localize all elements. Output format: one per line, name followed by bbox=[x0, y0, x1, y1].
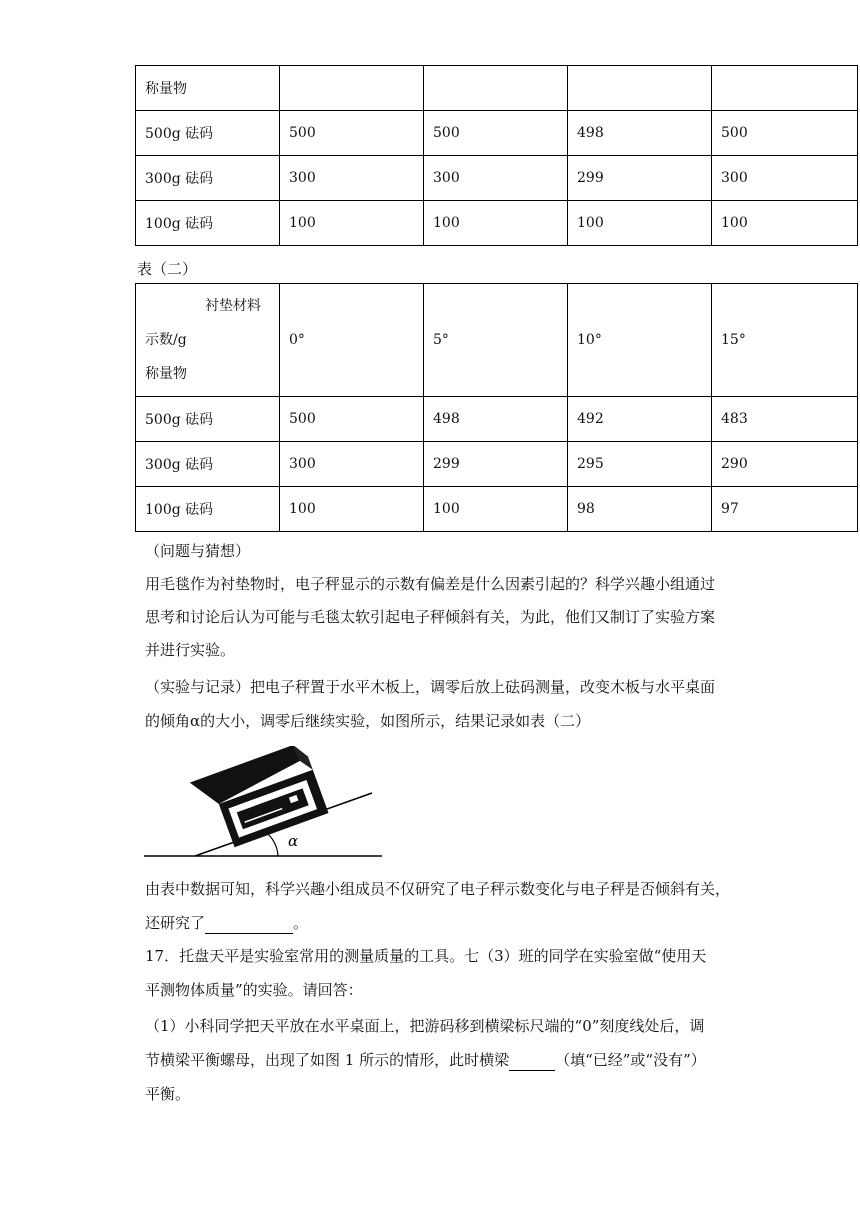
table-cell: 100 bbox=[568, 201, 712, 246]
table-cell: 100 bbox=[424, 487, 568, 532]
table-cell: 483 bbox=[712, 397, 858, 442]
row-label: 100g 砝码 bbox=[136, 487, 280, 532]
table-cell: 100 bbox=[280, 201, 424, 246]
table-cell: 500 bbox=[424, 111, 568, 156]
section-question-heading: （问题与猜想） bbox=[145, 542, 251, 560]
paragraph-line: 思考和讨论后认为可能与毛毯太软引起电子秤倾斜有关，为此，他们又制订了实验方案 bbox=[145, 608, 716, 626]
table-two-caption: 表（二） bbox=[137, 260, 198, 278]
header-line-object: 称量物 bbox=[145, 366, 187, 382]
table-row bbox=[136, 111, 858, 156]
row-label: 300g 砝码 bbox=[136, 156, 280, 201]
table-two bbox=[135, 283, 858, 532]
text-fragment: 。 bbox=[293, 914, 309, 932]
table-cell: 498 bbox=[424, 397, 568, 442]
paragraph-line: 用毛毯作为衬垫物时，电子秤显示的示数有偏差是什么因素引起的？科学兴趣小组通过 bbox=[145, 575, 716, 593]
table-cell: 100 bbox=[280, 487, 424, 532]
table-cell: 98 bbox=[568, 487, 712, 532]
table-row bbox=[136, 397, 858, 442]
inclined-scale-figure bbox=[140, 746, 390, 861]
row-label: 100g 砝码 bbox=[136, 201, 280, 246]
column-header: 10° bbox=[568, 284, 712, 397]
header-line-material: 衬垫材料 bbox=[205, 298, 261, 314]
table-row bbox=[136, 201, 858, 246]
answer-blank[interactable] bbox=[509, 1050, 555, 1071]
table-one bbox=[135, 65, 858, 246]
question-17-line: 17．托盘天平是实验室常用的测量质量的工具。七（3）班的同学在实验室做“使用天 bbox=[145, 947, 707, 965]
table-header-row bbox=[136, 284, 858, 397]
row-label: 500g 砝码 bbox=[136, 111, 280, 156]
question-17-line: 平测物体质量”的实验。请回答： bbox=[145, 981, 363, 999]
table-cell: 300 bbox=[280, 442, 424, 487]
table-cell: 500 bbox=[712, 111, 858, 156]
paragraph-line: 由表中数据可知，科学兴趣小组成员不仅研究了电子秤示数变化与电子秤是否倾斜有关， bbox=[145, 880, 731, 898]
table-row bbox=[136, 487, 858, 532]
table-cell: 300 bbox=[712, 156, 858, 201]
table-cell: 500 bbox=[280, 111, 424, 156]
question-17-part1-line: （1）小科同学把天平放在水平桌面上，把游码移到横梁标尺端的“0”刻度线处后，调 bbox=[145, 1017, 705, 1035]
table-cell: 299 bbox=[424, 442, 568, 487]
table-cell: 299 bbox=[568, 156, 712, 201]
paragraph-line: 的倾角α的大小，调零后继续实验，如图所示，结果记录如表（二） bbox=[145, 712, 591, 730]
question-17-part1-line: 平衡。 bbox=[145, 1085, 191, 1103]
table-cell: 300 bbox=[424, 156, 568, 201]
column-header: 0° bbox=[280, 284, 424, 397]
table-cell: 100 bbox=[712, 201, 858, 246]
table-cell: 498 bbox=[568, 111, 712, 156]
table-row bbox=[136, 442, 858, 487]
row-label: 500g 砝码 bbox=[136, 397, 280, 442]
answer-blank[interactable] bbox=[205, 913, 293, 934]
table-row bbox=[136, 66, 858, 111]
table-cell: 295 bbox=[568, 442, 712, 487]
angle-alpha-label: α bbox=[288, 832, 299, 850]
column-header: 15° bbox=[712, 284, 858, 397]
row-label: 300g 砝码 bbox=[136, 442, 280, 487]
table-cell: 492 bbox=[568, 397, 712, 442]
table-cell: 97 bbox=[712, 487, 858, 532]
paragraph-line: （实验与记录）把电子秤置于水平木板上，调零后放上砝码测量，改变木板与水平桌面 bbox=[145, 678, 716, 696]
table-row bbox=[136, 156, 858, 201]
question-17-part1-line bbox=[145, 1050, 706, 1071]
diagonal-header-cell bbox=[136, 284, 280, 397]
table-cell: 100 bbox=[424, 201, 568, 246]
text-fragment: （填“已经”或“没有”） bbox=[555, 1051, 706, 1069]
paragraph-line bbox=[145, 913, 308, 934]
table-header-cell: 称量物 bbox=[136, 66, 280, 111]
header-line-reading: 示数/g bbox=[145, 332, 187, 348]
table-cell: 500 bbox=[280, 397, 424, 442]
text-fragment: 节横梁平衡螺母，出现了如图 1 所示的情形，此时横梁 bbox=[145, 1051, 510, 1069]
table-cell: 290 bbox=[712, 442, 858, 487]
table-cell: 300 bbox=[280, 156, 424, 201]
text-fragment: 还研究了 bbox=[145, 914, 206, 932]
column-header: 5° bbox=[424, 284, 568, 397]
paragraph-line: 并进行实验。 bbox=[145, 641, 236, 659]
